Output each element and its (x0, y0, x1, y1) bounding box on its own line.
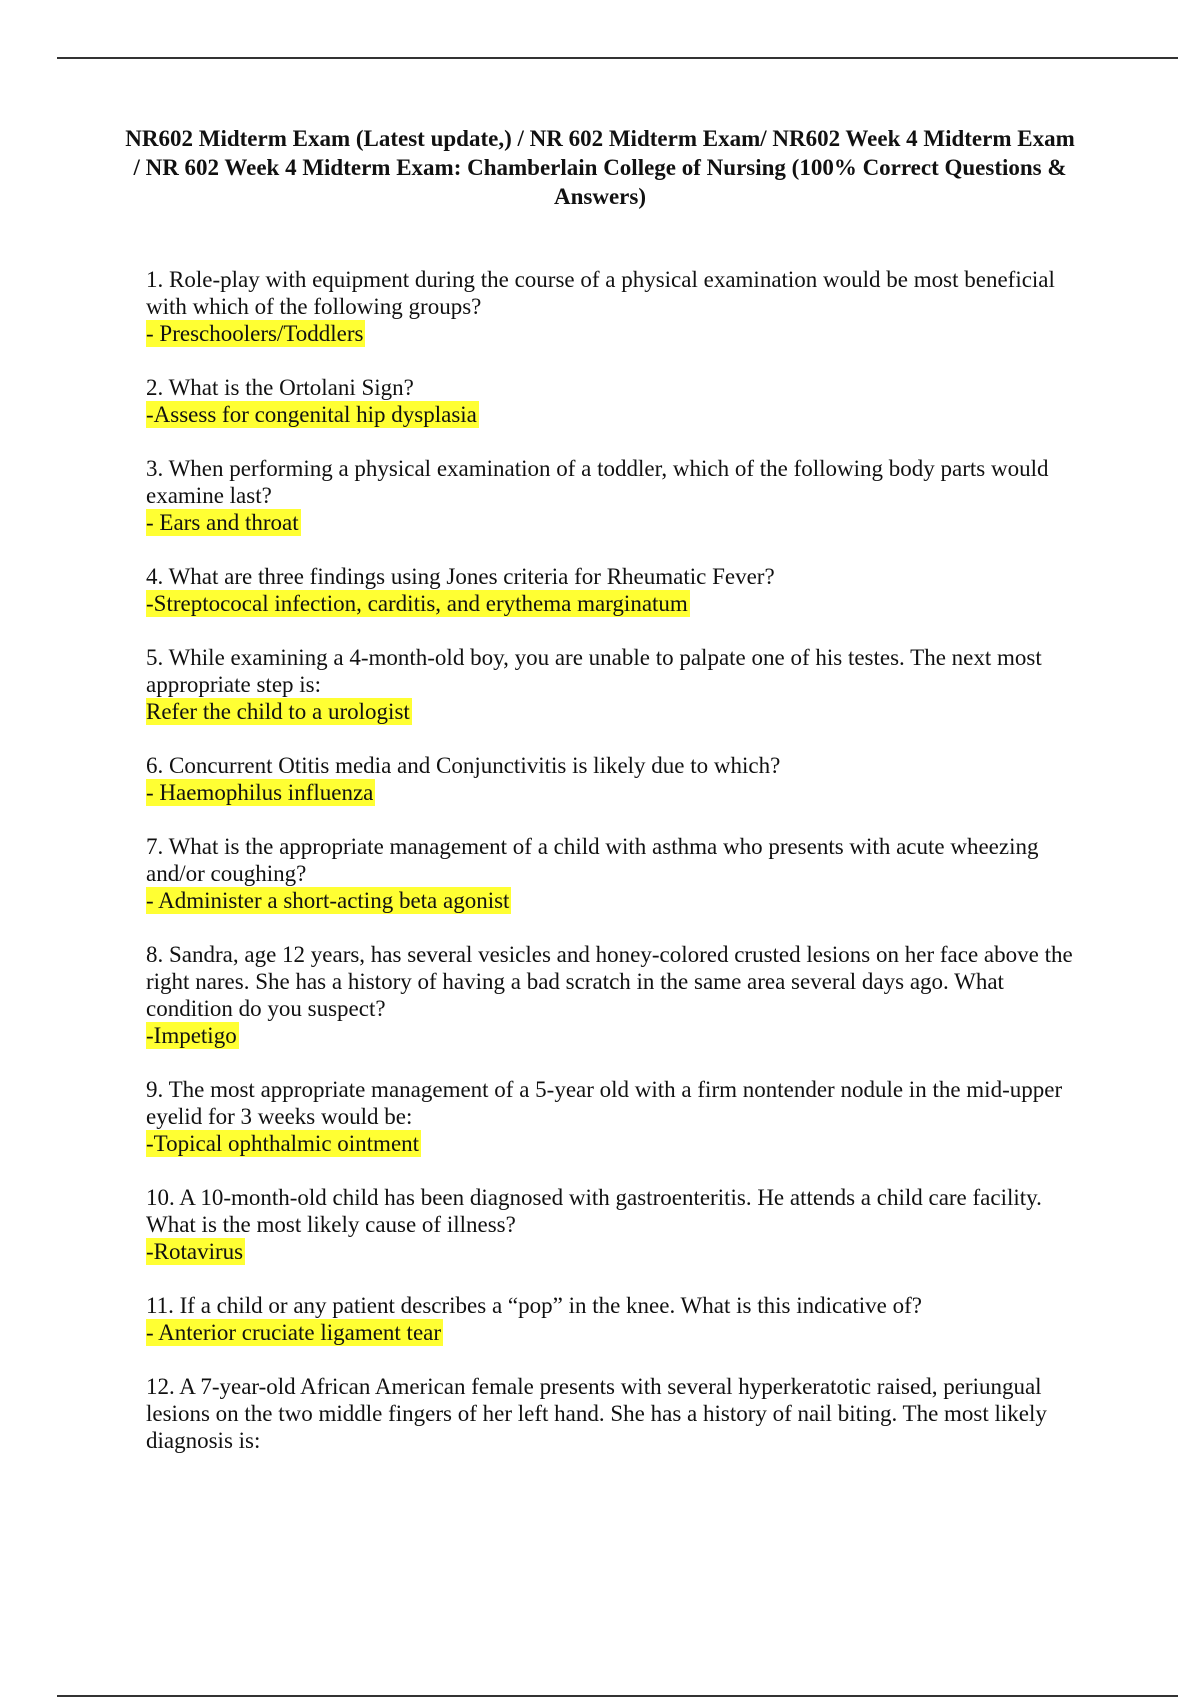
qa-item-6 (146, 752, 1090, 806)
question-text: 11. If a child or any patient describes a “pop” in the knee. What is this indicative of? (146, 1293, 922, 1318)
qa-item-4 (146, 563, 1090, 617)
highlighted-answer: -Assess for congenital hip dysplasia (146, 402, 477, 427)
top-divider (57, 57, 1178, 59)
question-text: 6. Concurrent Otitis media and Conjunctivitis is likely due to which? (146, 753, 781, 778)
highlighted-answer: - Administer a short-acting beta agonist (146, 888, 510, 913)
qa-item-3 (146, 455, 1090, 536)
qa-item-5 (146, 644, 1090, 725)
highlighted-answer: -Streptococal infection, carditis, and erythema marginatum (146, 591, 688, 616)
qa-item-1 (146, 266, 1090, 347)
qa-item-9 (146, 1076, 1090, 1157)
question-text: 5. While examining a 4-month-old boy, you are unable to palpate one of his testes. The next most appropriate step is: (146, 645, 1042, 697)
question-text: 3. When performing a physical examination of a toddler, which of the following body parts would examine last? (146, 456, 1049, 508)
highlighted-answer: - Ears and throat (146, 510, 299, 535)
question-text: 1. Role-play with equipment during the course of a physical examination would be most beneficial with which of the following groups? (146, 267, 1055, 319)
question-text: 9. The most appropriate management of a 5-year old with a firm nontender nodule in the mid-upper eyelid for 3 weeks would be: (146, 1077, 1063, 1129)
highlighted-answer: - Haemophilus influenza (146, 780, 374, 805)
question-text: 10. A 10-month-old child has been diagnosed with gastroenteritis. He attends a child care facility. What is the most likely cause of illness? (146, 1185, 1042, 1237)
question-text: 2. What is the Ortolani Sign? (146, 375, 414, 400)
question-text: 8. Sandra, age 12 years, has several vesicles and honey-colored crusted lesions on her face above the right nares. She has a history of having a bad scratch in the same area several days ago. What condition do you suspect? (146, 942, 1073, 1021)
qa-item-2 (146, 374, 1090, 428)
qa-item-7 (146, 833, 1090, 914)
question-list (146, 266, 1090, 1481)
highlighted-answer: Refer the child to a urologist (146, 699, 410, 724)
question-text: 7. What is the appropriate management of a child with asthma who presents with acute wheezing and/or coughing? (146, 834, 1039, 886)
highlighted-answer: -Impetigo (146, 1023, 237, 1048)
qa-item-12 (146, 1373, 1090, 1454)
question-text: 4. What are three findings using Jones criteria for Rheumatic Fever? (146, 564, 775, 589)
highlighted-answer: -Rotavirus (146, 1239, 244, 1264)
highlighted-answer: -Topical ophthalmic ointment (146, 1131, 420, 1156)
highlighted-answer: - Anterior cruciate ligament tear (146, 1320, 442, 1345)
qa-item-8 (146, 941, 1090, 1049)
question-text: 12. A 7-year-old African American female presents with several hyperkeratotic raised, periungual lesions on the two middle fingers of her left hand. She has a history of nail biting. The most likely diagnosis is: (146, 1374, 1047, 1453)
highlighted-answer: - Preschoolers/Toddlers (146, 321, 364, 346)
qa-item-10 (146, 1184, 1090, 1265)
bottom-divider (57, 1695, 1178, 1697)
qa-item-11 (146, 1292, 1090, 1346)
document-title: NR602 Midterm Exam (Latest update,) / NR 602 Midterm Exam/ NR602 Week 4 Midterm Exam / NR 602 Week 4 Midterm Exam: Chamberlain College of Nursing (100% Correct Questions & Answers) (125, 126, 1075, 209)
